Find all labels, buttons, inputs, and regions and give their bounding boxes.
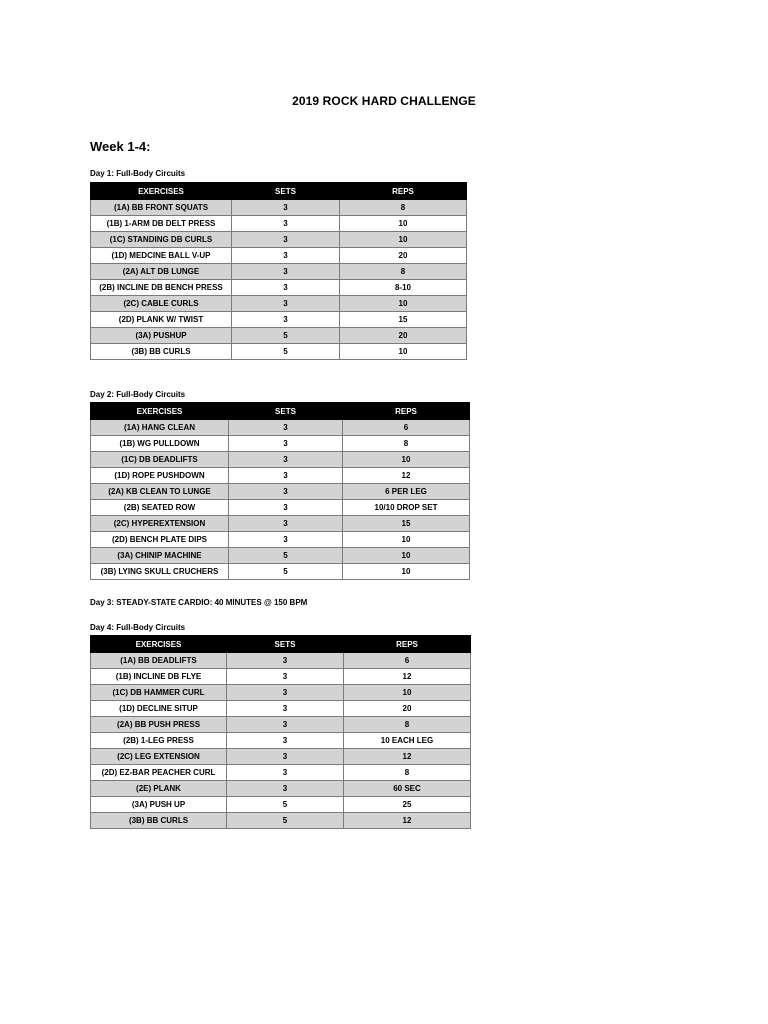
exercise-cell: (2A) KB CLEAN TO LUNGE (91, 484, 229, 500)
sets-cell: 3 (232, 296, 340, 312)
table-row (91, 717, 471, 733)
reps-cell: 60 SEC (344, 781, 471, 797)
reps-cell: 12 (344, 749, 471, 765)
table-row (91, 685, 471, 701)
table-row (91, 484, 470, 500)
sets-cell: 3 (229, 516, 343, 532)
exercise-cell: (3B) BB CURLS (91, 813, 227, 829)
exercise-cell: (1D) DECLINE SITUP (91, 701, 227, 717)
reps-cell: 6 PER LEG (343, 484, 470, 500)
table-row (91, 669, 471, 685)
reps-cell: 25 (344, 797, 471, 813)
exercise-cell: (2D) BENCH PLATE DIPS (91, 532, 229, 548)
exercise-cell: (2B) INCLINE DB BENCH PRESS (91, 280, 232, 296)
day1-header-row (91, 183, 467, 200)
exercise-cell: (2A) BB PUSH PRESS (91, 717, 227, 733)
exercise-cell: (3A) PUSHUP (91, 328, 232, 344)
sets-cell: 3 (229, 436, 343, 452)
table-row (91, 216, 467, 232)
sets-cell: 3 (232, 232, 340, 248)
day2-header-row (91, 403, 470, 420)
sets-cell: 3 (227, 653, 344, 669)
day4-header-row (91, 636, 471, 653)
exercise-cell: (1A) HANG CLEAN (91, 420, 229, 436)
table-row (91, 264, 467, 280)
reps-cell: 10 (340, 216, 467, 232)
week-heading: Week 1-4: (90, 139, 151, 154)
table-row (91, 733, 471, 749)
sets-cell: 5 (229, 564, 343, 580)
reps-cell: 10 (343, 548, 470, 564)
sets-cell: 3 (229, 500, 343, 516)
sets-header: SETS (227, 636, 344, 653)
document-title: 2019 ROCK HARD CHALLENGE (292, 94, 476, 108)
day4-table (90, 635, 471, 829)
exercise-cell: (3B) BB CURLS (91, 344, 232, 360)
reps-cell: 10 (343, 452, 470, 468)
reps-cell: 10 EACH LEG (344, 733, 471, 749)
sets-cell: 3 (229, 484, 343, 500)
sets-cell: 3 (232, 312, 340, 328)
reps-cell: 8 (344, 765, 471, 781)
exercise-cell: (1B) WG PULLDOWN (91, 436, 229, 452)
exercise-cell: (1B) 1-ARM DB DELT PRESS (91, 216, 232, 232)
table-row (91, 452, 470, 468)
exercise-cell: (1C) DB DEADLIFTS (91, 452, 229, 468)
table-row (91, 296, 467, 312)
table-row (91, 468, 470, 484)
exercise-cell: (2D) PLANK W/ TWIST (91, 312, 232, 328)
reps-cell: 20 (340, 328, 467, 344)
day2-table (90, 402, 470, 580)
reps-cell: 12 (344, 813, 471, 829)
reps-cell: 10 (340, 296, 467, 312)
exercise-cell: (2C) CABLE CURLS (91, 296, 232, 312)
exercises-header: EXERCISES (91, 403, 229, 420)
reps-cell: 15 (343, 516, 470, 532)
exercises-header: EXERCISES (91, 636, 227, 653)
sets-cell: 5 (232, 328, 340, 344)
sets-cell: 3 (227, 717, 344, 733)
sets-cell: 3 (227, 669, 344, 685)
sets-cell: 3 (232, 216, 340, 232)
reps-cell: 8 (340, 200, 467, 216)
exercise-cell: (2B) SEATED ROW (91, 500, 229, 516)
reps-header: REPS (340, 183, 467, 200)
reps-cell: 6 (343, 420, 470, 436)
sets-cell: 3 (227, 701, 344, 717)
table-row (91, 200, 467, 216)
table-row (91, 248, 467, 264)
sets-cell: 3 (227, 781, 344, 797)
reps-cell: 6 (344, 653, 471, 669)
reps-header: REPS (344, 636, 471, 653)
exercise-cell: (2A) ALT DB LUNGE (91, 264, 232, 280)
table-row (91, 312, 467, 328)
reps-cell: 10 (343, 532, 470, 548)
table-row (91, 232, 467, 248)
table-row (91, 500, 470, 516)
sets-cell: 5 (227, 797, 344, 813)
exercise-cell: (3B) LYING SKULL CRUCHERS (91, 564, 229, 580)
sets-cell: 3 (232, 280, 340, 296)
table-row (91, 548, 470, 564)
table-row (91, 420, 470, 436)
sets-cell: 3 (232, 200, 340, 216)
table-row (91, 436, 470, 452)
reps-cell: 15 (340, 312, 467, 328)
sets-cell: 3 (227, 765, 344, 781)
sets-cell: 3 (232, 264, 340, 280)
day1-table (90, 182, 467, 360)
table-row (91, 516, 470, 532)
sets-cell: 3 (229, 532, 343, 548)
sets-cell: 3 (227, 733, 344, 749)
table-row (91, 328, 467, 344)
reps-cell: 8 (344, 717, 471, 733)
table-row (91, 749, 471, 765)
exercise-cell: (1A) BB DEADLIFTS (91, 653, 227, 669)
exercise-cell: (3A) PUSH UP (91, 797, 227, 813)
table-row (91, 765, 471, 781)
sets-cell: 3 (227, 749, 344, 765)
exercise-cell: (1C) DB HAMMER CURL (91, 685, 227, 701)
reps-cell: 8 (340, 264, 467, 280)
exercise-cell: (1B) INCLINE DB FLYE (91, 669, 227, 685)
reps-header: REPS (343, 403, 470, 420)
reps-cell: 8-10 (340, 280, 467, 296)
exercise-cell: (2C) HYPEREXTENSION (91, 516, 229, 532)
sets-cell: 5 (232, 344, 340, 360)
sets-cell: 5 (227, 813, 344, 829)
table-row (91, 532, 470, 548)
table-row (91, 344, 467, 360)
reps-cell: 10 (343, 564, 470, 580)
exercise-cell: (1A) BB FRONT SQUATS (91, 200, 232, 216)
sets-cell: 3 (229, 452, 343, 468)
exercise-cell: (1C) STANDING DB CURLS (91, 232, 232, 248)
day1-label: Day 1: Full-Body Circuits (90, 169, 186, 178)
reps-cell: 20 (340, 248, 467, 264)
exercise-cell: (3A) CHINIP MACHINE (91, 548, 229, 564)
sets-cell: 3 (229, 468, 343, 484)
reps-cell: 10 (340, 232, 467, 248)
exercise-cell: (1D) MEDCINE BALL V-UP (91, 248, 232, 264)
sets-cell: 3 (227, 685, 344, 701)
reps-cell: 20 (344, 701, 471, 717)
table-row (91, 280, 467, 296)
reps-cell: 12 (343, 468, 470, 484)
reps-cell: 10 (340, 344, 467, 360)
day2-label: Day 2: Full-Body Circuits (90, 390, 186, 399)
sets-cell: 3 (229, 420, 343, 436)
reps-cell: 10/10 DROP SET (343, 500, 470, 516)
table-row (91, 701, 471, 717)
table-row (91, 813, 471, 829)
exercises-header: EXERCISES (91, 183, 232, 200)
reps-cell: 8 (343, 436, 470, 452)
reps-cell: 10 (344, 685, 471, 701)
table-row (91, 797, 471, 813)
exercise-cell: (2E) PLANK (91, 781, 227, 797)
sets-header: SETS (232, 183, 340, 200)
reps-cell: 12 (344, 669, 471, 685)
sets-cell: 5 (229, 548, 343, 564)
exercise-cell: (2B) 1-LEG PRESS (91, 733, 227, 749)
sets-header: SETS (229, 403, 343, 420)
exercise-cell: (2C) LEG EXTENSION (91, 749, 227, 765)
exercise-cell: (2D) EZ-BAR PEACHER CURL (91, 765, 227, 781)
sets-cell: 3 (232, 248, 340, 264)
day4-label: Day 4: Full-Body Circuits (90, 623, 186, 632)
table-row (91, 781, 471, 797)
table-row (91, 653, 471, 669)
exercise-cell: (1D) ROPE PUSHDOWN (91, 468, 229, 484)
table-row (91, 564, 470, 580)
day3-cardio-label: Day 3: STEADY-STATE CARDIO: 40 MINUTES @ 150 BPM (90, 598, 308, 607)
